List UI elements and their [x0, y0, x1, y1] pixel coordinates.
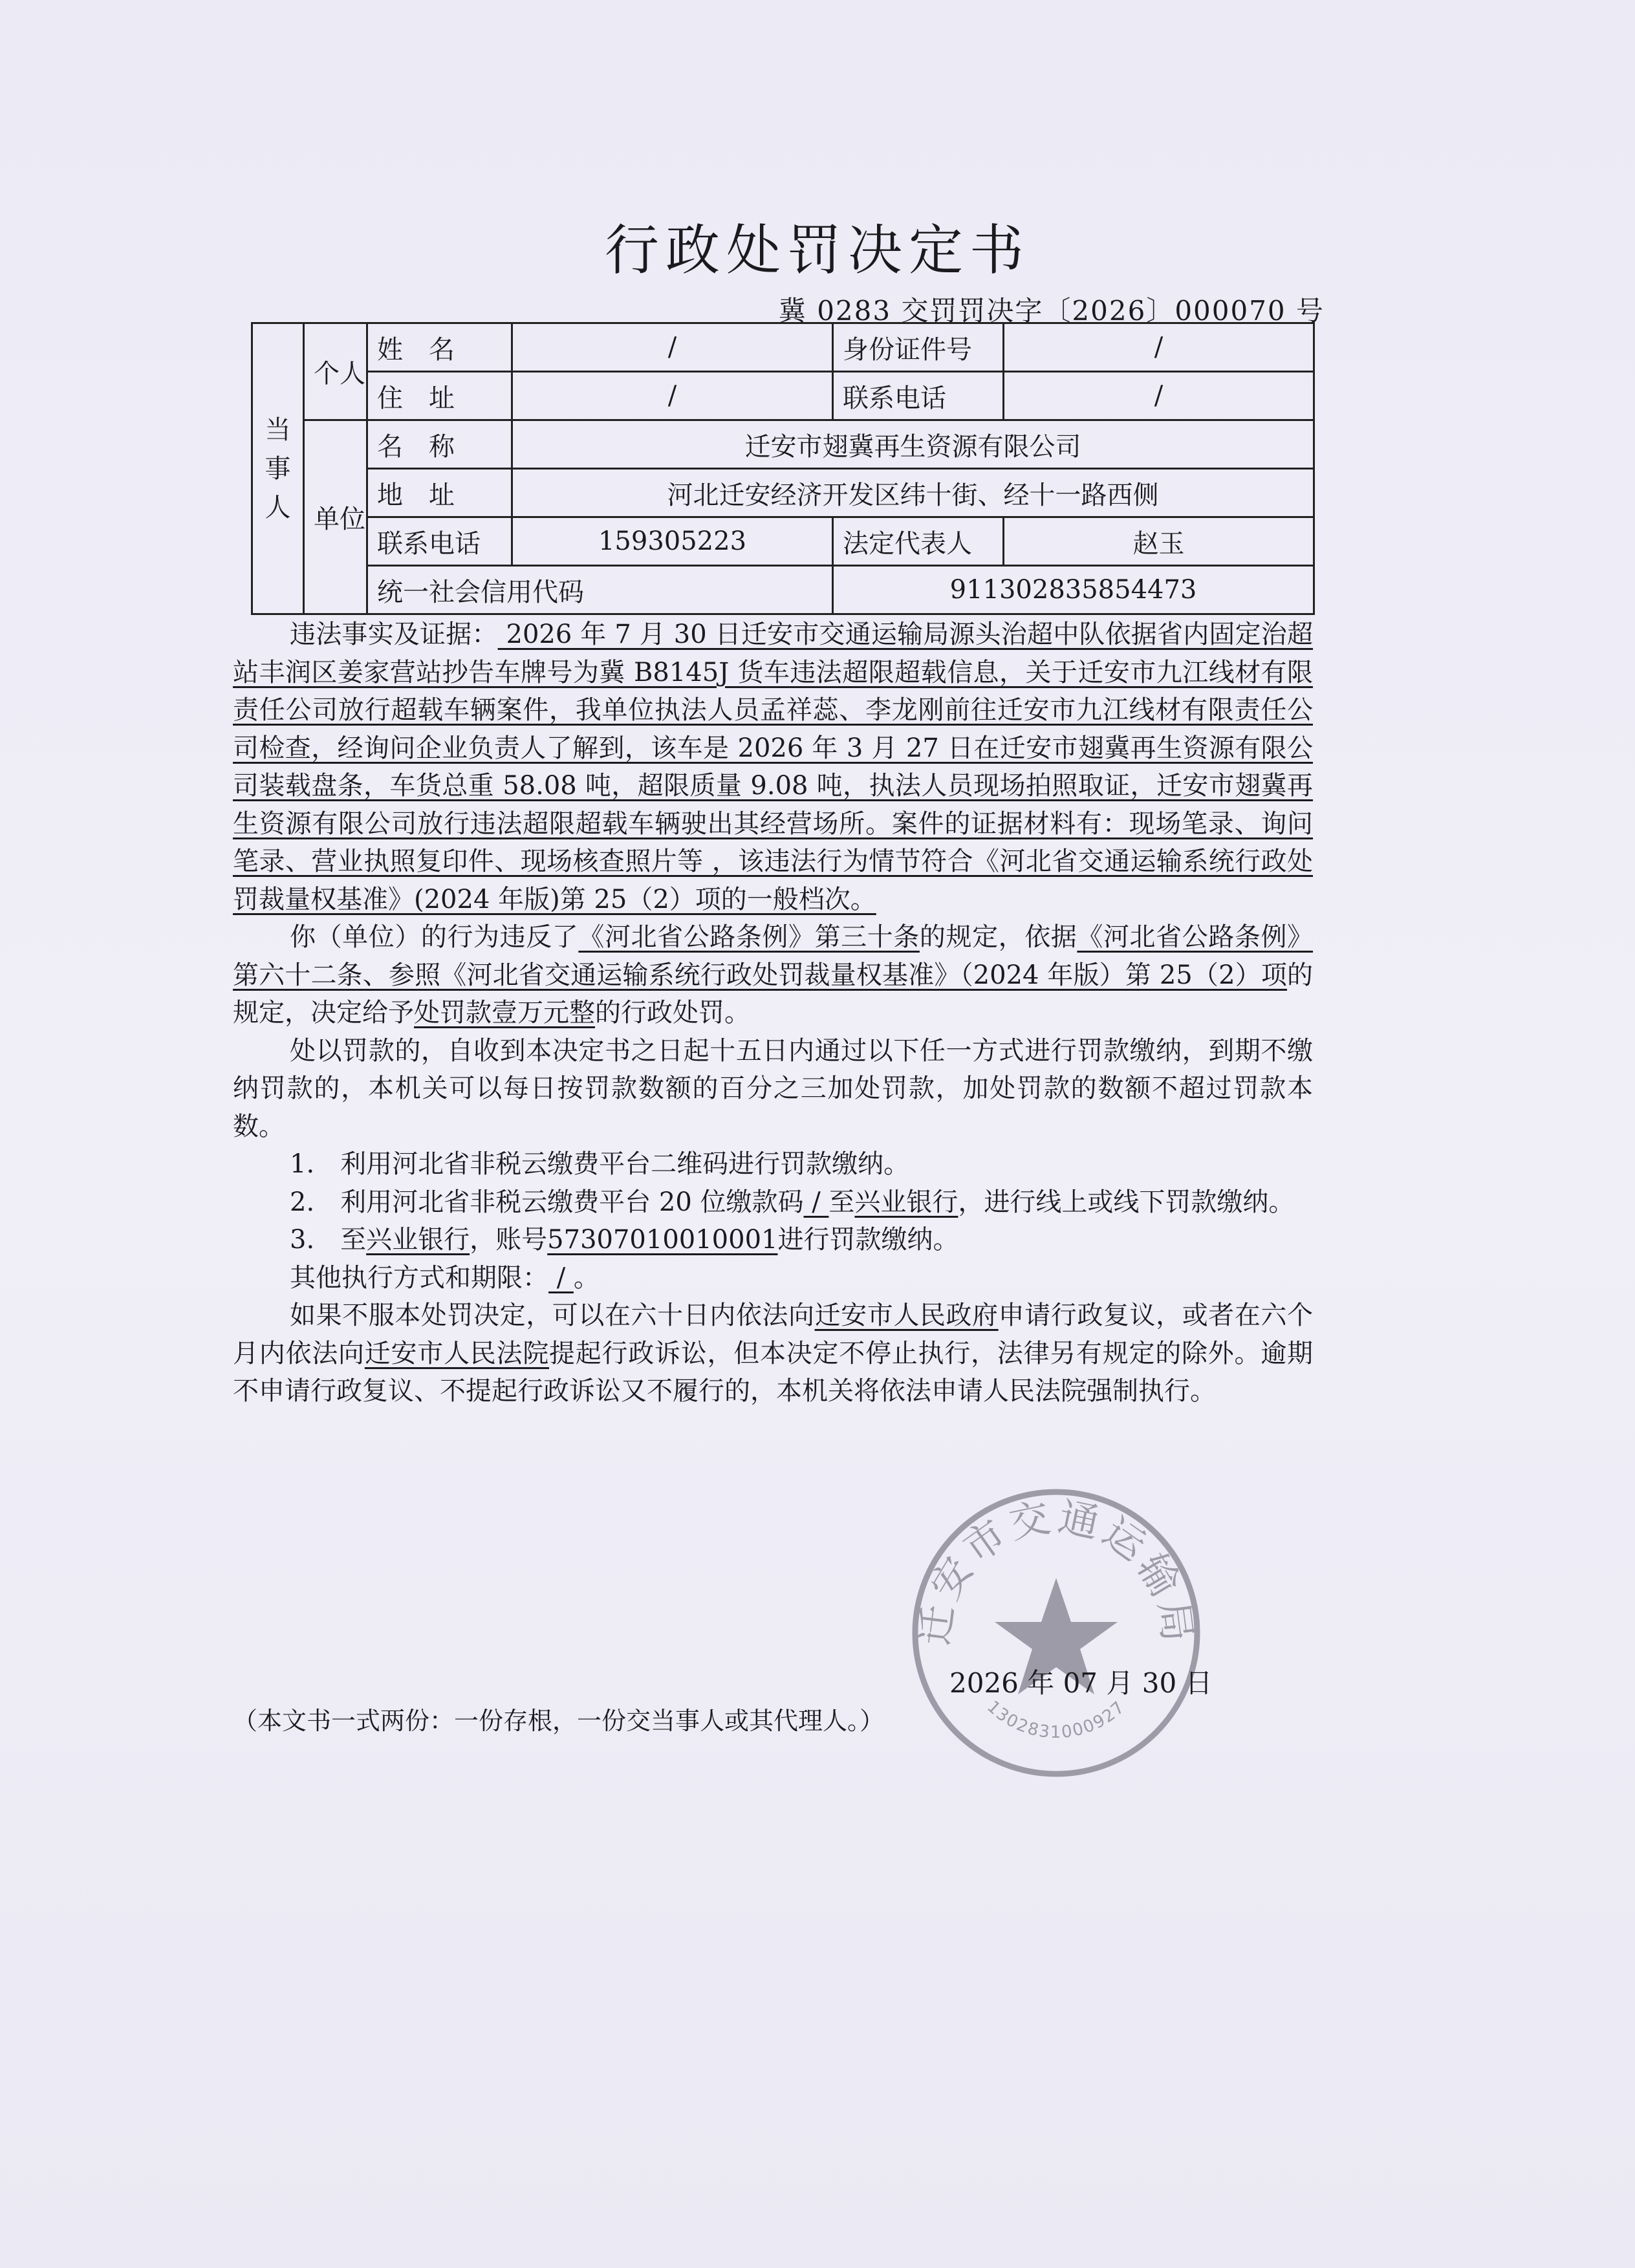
other-methods	[233, 1259, 1313, 1297]
payment-item-3	[233, 1221, 1313, 1259]
decision-paragraph	[233, 918, 1313, 1032]
other-text-b: 。	[573, 1262, 600, 1293]
org-name-value: 迁安市翅冀再生资源有限公司	[512, 420, 1314, 469]
document-date: 2026 年 07 月 30 日	[949, 1667, 1213, 1699]
other-text-a: 其他执行方式和期限：	[290, 1262, 548, 1293]
svg-text:1302831000927	[983, 1697, 1129, 1742]
org-address-label: 地 址	[367, 469, 512, 517]
party-row-org-name	[252, 420, 1314, 469]
appeal-text-a: 如果不服本处罚决定，可以在六十日内依法向	[290, 1301, 815, 1330]
item2-text-c: ，进行线上或线下罚款缴纳。	[958, 1187, 1295, 1217]
appeal-court: 迁安市人民法院	[364, 1338, 549, 1368]
credit-code-label: 统一社会信用代码	[367, 566, 833, 614]
appeal-text-b: 申请行政复议，或者在六个月内依法向	[233, 1301, 1314, 1368]
party-row-credit-code	[252, 566, 1314, 614]
org-phone-label: 联系电话	[367, 517, 512, 566]
seal-code: 1302831000927	[982, 1697, 1130, 1743]
decision-text-c: 的规定，决定给予	[233, 960, 1313, 1028]
name-value: /	[512, 323, 833, 372]
party-row-org-phone	[252, 517, 1314, 566]
seal-text: 迁安市交通运输局	[910, 1493, 1202, 1648]
item3-text-c: 进行罚款缴纳。	[777, 1225, 959, 1255]
phone-value: /	[1004, 372, 1314, 420]
name-label: 姓 名	[367, 323, 512, 372]
item2-text-b: 至	[828, 1187, 855, 1217]
id-value: /	[1004, 323, 1314, 372]
decision-text-d: 的行政处罚。	[595, 998, 750, 1028]
payment-code: /	[803, 1187, 829, 1217]
decision-text-b: 的规定，依据	[919, 922, 1077, 952]
individual-label: 个人	[304, 323, 367, 420]
party-group-label: 当事人	[252, 323, 304, 614]
phone-label: 联系电话	[833, 372, 1004, 420]
item3-text-a: 3. 至	[290, 1225, 367, 1255]
appeal-text-c: 提起行政诉讼，但本决定不停止执行，法律另有规定的除外。逾期不申请行政复议、不提起行政诉讼又不履行的，本机关将依法申请人民法院强制执行。	[233, 1338, 1313, 1406]
facts-label: 违法事实及证据：	[290, 620, 498, 649]
org-address-value: 河北迁安经济开发区纬十街、经十一路西侧	[512, 469, 1314, 517]
item3-text-b: ，账号	[470, 1225, 548, 1255]
legal-rep-value: 赵玉	[1004, 517, 1314, 566]
org-name-label: 名 称	[367, 420, 512, 469]
decision-text-a: 你（单位）的行为违反了	[290, 922, 579, 952]
document-title: 行政处罚决定书	[604, 219, 1030, 282]
official-seal-icon	[904, 1481, 1208, 1785]
legal-rep-label: 法定代表人	[833, 517, 1004, 566]
violated-law: 《河北省公路条例》第三十条	[578, 922, 920, 952]
org-phone-value: 159305223	[512, 517, 833, 566]
address-label: 住 址	[367, 372, 512, 420]
payment-paragraph: 处以罚款的，自收到本决定书之日起十五日内通过以下任一方式进行罚款缴纳，到期不缴纳罚款的，本机关可以每日按罚款数额的百分之三加处罚款，加处罚款的数额不超过罚款本数。	[233, 1035, 1313, 1141]
party-row-name	[252, 323, 1314, 372]
facts-text: 2026 年 7 月 30 日迁安市交通运输局源头治超中队依据省内固定治超站丰润区姜家营站抄告车牌号为冀 B8145J 货车违法超限超载信息，关于迁安市九江线材有限责任公司放行超载车辆案件，我单位执法人员孟祥蕊、李龙刚前往迁安市九江线材有限责任公司检查，经询问企业负责人了解到，该车是 2026 年 3 月 27 日在迁安市翅冀再生资源有限公司装载盘条，车货总重 58.08 吨，超限质量 9.08 吨，执法人员现场拍照取证，迁安市翅冀再生资源有限公司放行违法超限超载车辆驶出其经营场所。案件的证据材料有：现场笔录、询问笔录、营业执照复印件、现场核查照片等 ，该违法行为情节符合《河北省交通运输系统行政处罚裁量权基准》(2024 年版)第 25（2）项的一般档次。	[233, 620, 1313, 914]
item3-bank: 兴业银行	[366, 1225, 470, 1255]
penalty: 处罚款壹万元整	[414, 998, 595, 1028]
unit-label: 单位	[304, 420, 367, 614]
bank-account: 57307010010001	[547, 1225, 778, 1255]
address-value: /	[512, 372, 833, 420]
appeal-government: 迁安市人民政府	[814, 1301, 999, 1330]
copies-note: （本文书一式两份：一份存根，一份交当事人或其代理人。）	[233, 1707, 885, 1735]
party-row-org-address	[252, 469, 1314, 517]
id-label: 身份证件号	[833, 323, 1004, 372]
credit-code-value: 911302835854473	[833, 566, 1314, 614]
item2-bank: 兴业银行	[854, 1187, 958, 1217]
document-number: 冀 0283 交罚罚决字〔2026〕000070 号	[778, 295, 1325, 327]
appeal-paragraph	[233, 1297, 1313, 1410]
other-value: /	[548, 1262, 574, 1293]
legal-basis: 《河北省公路条例》第六十二条、参照《河北省交通运输系统行政处罚裁量权基准》（2024 年版）第 25（2）项	[233, 922, 1314, 990]
item2-text-a: 2. 利用河北省非税云缴费平台 20 位缴款码	[290, 1187, 804, 1217]
party-table	[251, 322, 1315, 615]
facts-paragraph	[233, 616, 1313, 918]
party-row-address	[252, 372, 1314, 420]
payment-item-2	[233, 1183, 1313, 1222]
document-body	[233, 616, 1313, 1410]
payment-item-1: 1. 利用河北省非税云缴费平台二维码进行罚款缴纳。	[290, 1149, 910, 1179]
